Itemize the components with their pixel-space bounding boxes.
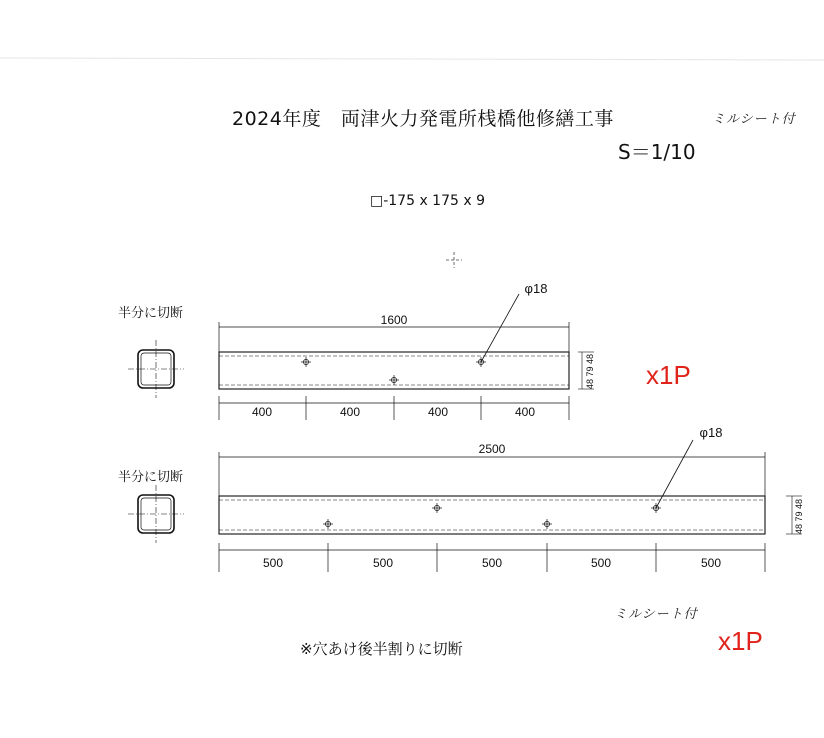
handwritten-annotation-bottom: ミルシート付 [614, 607, 698, 622]
segment-2-1: 500 [262, 556, 284, 570]
cut-label-1: 半分に切断 [118, 306, 184, 321]
bolt-hole-marker [432, 503, 442, 513]
center-mark [446, 252, 462, 268]
segment-1-3: 400 [427, 405, 449, 419]
cut-label-2: 半分に切断 [118, 470, 184, 485]
scale-label: S＝1/10 [618, 140, 696, 164]
drawing-title: 2024年度 両津火力発電所桟橋他修繕工事 [232, 108, 614, 130]
side-dims-2: 48 79 48 [794, 498, 804, 534]
handwritten-annotation-top: ミルシート付 [712, 112, 796, 127]
overall-length-2: 2500 [478, 442, 506, 456]
section-spec: □-175 x 175 x 9 [370, 193, 486, 209]
cross-section-2 [128, 485, 184, 543]
bolt-hole-marker [542, 519, 552, 529]
overall-length-1: 1600 [380, 313, 408, 327]
hole-label-2: φ18 [699, 425, 723, 440]
footer-note: ※穴あけ後半割りに切断 [300, 640, 463, 658]
quantity-label-2: x1P [718, 626, 763, 656]
quantity-label-1: x1P [646, 360, 691, 390]
cross-section-1 [128, 340, 184, 398]
side-dims-1: 48 79 48 [585, 353, 595, 389]
bolt-hole-marker [389, 375, 399, 385]
scan-artifact-line [0, 58, 824, 60]
bolt-hole-marker [301, 357, 311, 367]
beam-2 [219, 496, 765, 534]
segment-2-3: 500 [481, 556, 503, 570]
bolt-hole-marker [476, 357, 486, 367]
bolt-hole-marker [323, 519, 333, 529]
bolt-hole-marker [651, 503, 661, 513]
segment-1-2: 400 [339, 405, 361, 419]
segment-2-4: 500 [590, 556, 612, 570]
segment-2-2: 500 [372, 556, 394, 570]
hole-label-1: φ18 [524, 281, 548, 296]
segment-1-4: 400 [514, 405, 536, 419]
segment-1-1: 400 [251, 405, 273, 419]
segment-2-5: 500 [700, 556, 722, 570]
hole-leader-2 [656, 440, 693, 508]
